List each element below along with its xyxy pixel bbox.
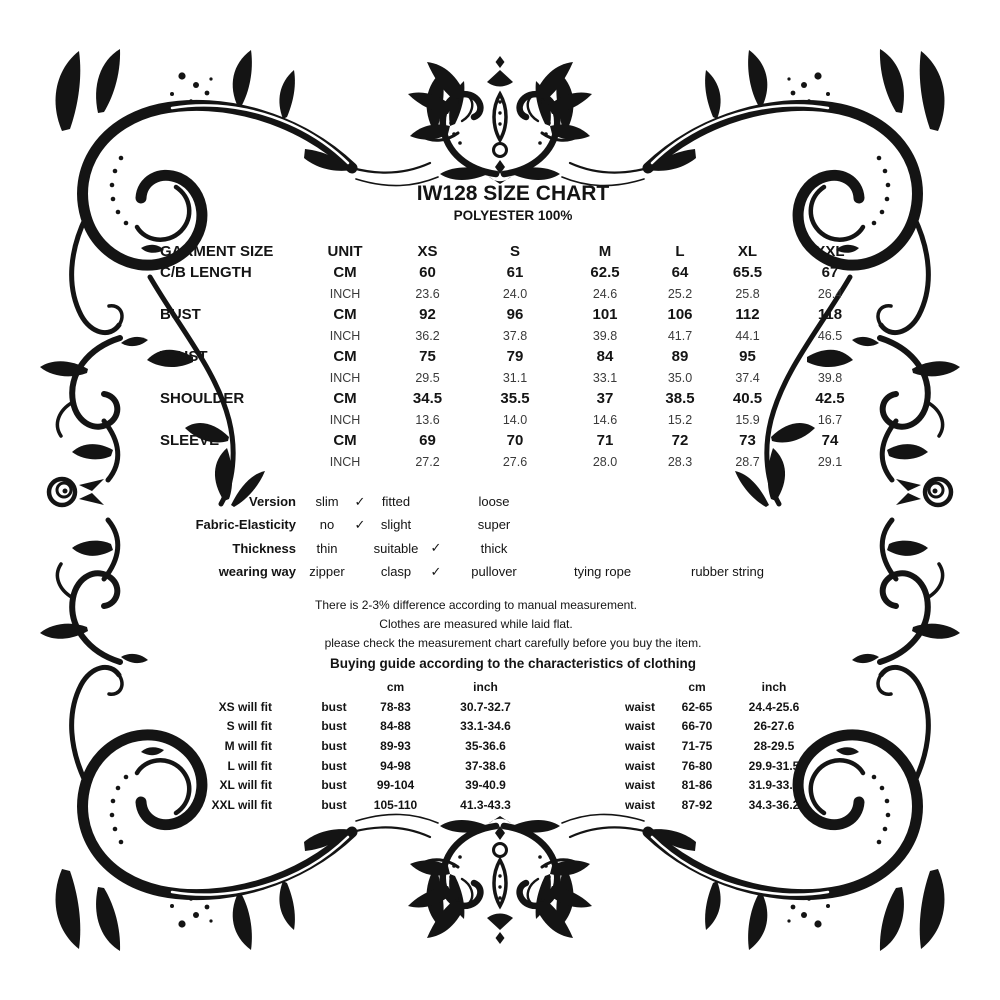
attr-option: tying rope bbox=[573, 564, 632, 580]
row-label: BUST bbox=[160, 306, 201, 323]
unit-cell: CM bbox=[333, 264, 357, 281]
col-header-xs: XS bbox=[417, 243, 438, 260]
value-cell: 62.5 bbox=[590, 264, 620, 281]
attr-option: zipper bbox=[309, 564, 345, 580]
unit-cell: CM bbox=[333, 432, 357, 449]
guide-waist-inch: 24.4-25.6 bbox=[748, 699, 800, 714]
guide-waist-inch: 31.9-33.9 bbox=[748, 778, 800, 793]
col-header-xxl: XXL bbox=[815, 243, 845, 260]
value-cell: 15.2 bbox=[667, 412, 693, 427]
value-cell: 24.0 bbox=[502, 286, 528, 301]
col-header-unit: UNIT bbox=[327, 243, 363, 260]
value-cell: 92 bbox=[419, 306, 436, 323]
value-cell: 35.0 bbox=[667, 370, 693, 385]
unit-cell: CM bbox=[333, 348, 357, 365]
value-cell: 38.5 bbox=[665, 390, 695, 407]
value-cell: 96 bbox=[506, 306, 524, 323]
guide-header-cm: cm bbox=[688, 679, 706, 694]
value-cell: 26.4 bbox=[817, 286, 843, 301]
guide-bust-cm: 89-93 bbox=[380, 738, 411, 753]
value-cell: 24.6 bbox=[592, 286, 618, 301]
value-cell: 37.4 bbox=[735, 370, 760, 385]
value-cell: 75 bbox=[419, 348, 436, 365]
value-cell: 28.3 bbox=[667, 454, 693, 469]
attr-label-thickness: Thickness bbox=[232, 540, 296, 556]
value-cell: 65.5 bbox=[732, 264, 763, 281]
value-cell: 16.7 bbox=[817, 412, 843, 427]
attr-option: rubber string bbox=[691, 564, 764, 580]
row-label: WAIST bbox=[160, 348, 208, 365]
guide-bust-inch: 30.7-32.7 bbox=[460, 699, 511, 714]
guide-row-label: L will fit bbox=[227, 758, 272, 773]
guide-waist-label: waist bbox=[624, 758, 655, 773]
value-cell: 79 bbox=[506, 348, 524, 365]
value-cell: 27.2 bbox=[415, 454, 440, 469]
value-cell: 27.6 bbox=[502, 454, 528, 469]
guide-bust-inch: 39-40.9 bbox=[465, 778, 506, 793]
value-cell: 89 bbox=[671, 348, 689, 365]
value-cell: 84 bbox=[596, 348, 614, 365]
guide-waist-cm: 87-92 bbox=[681, 797, 713, 812]
value-cell: 72 bbox=[671, 432, 689, 449]
value-cell: 64 bbox=[671, 264, 689, 281]
attr-option: fitted bbox=[381, 494, 411, 510]
note-line: There is 2-3% difference according to manual measurement. bbox=[315, 598, 637, 612]
value-cell: 34.5 bbox=[412, 390, 443, 407]
unit-cell: INCH bbox=[329, 370, 361, 385]
value-cell: 28.7 bbox=[735, 454, 760, 469]
guide-waist-inch: 29.9-31.5 bbox=[748, 758, 800, 773]
note-line: please check the measurement chart carefully before you buy the item. bbox=[324, 636, 702, 650]
guide-header-inch: inch bbox=[473, 679, 498, 694]
guide-bust-inch: 33.1-34.6 bbox=[460, 719, 511, 734]
guide-waist-cm: 76-80 bbox=[681, 758, 713, 773]
guide-waist-inch: 26-27.6 bbox=[753, 719, 795, 734]
value-cell: 23.6 bbox=[415, 286, 440, 301]
attr-option: suitable bbox=[373, 540, 419, 556]
unit-cell: INCH bbox=[329, 412, 361, 427]
fabric-subtitle: POLYESTER 100% bbox=[453, 208, 573, 223]
guide-bust-inch: 41.3-43.3 bbox=[460, 797, 511, 812]
guide-waist-cm: 81-86 bbox=[681, 778, 713, 793]
guide-bust-cm: 78-83 bbox=[380, 699, 411, 714]
page-title: IW128 SIZE CHART bbox=[416, 182, 610, 205]
value-cell: 69 bbox=[419, 432, 436, 449]
attr-option: pullover bbox=[471, 564, 517, 580]
guide-row-label: S will fit bbox=[226, 719, 272, 734]
guide-bust-label: bust bbox=[321, 797, 347, 812]
attr-option: thin bbox=[316, 540, 338, 556]
guide-waist-cm: 62-65 bbox=[681, 699, 713, 714]
value-cell: 118 bbox=[817, 306, 843, 323]
guide-waist-label: waist bbox=[624, 738, 655, 753]
guide-row-label: XXL will fit bbox=[211, 797, 272, 812]
guide-row-label: XS will fit bbox=[218, 699, 272, 714]
unit-cell: CM bbox=[333, 306, 357, 323]
measurement-notes bbox=[0, 596, 952, 634]
attr-option: no bbox=[319, 517, 335, 533]
value-cell: 31.1 bbox=[502, 370, 528, 385]
buying-guide-table bbox=[150, 677, 822, 815]
guide-waist-label: waist bbox=[624, 778, 655, 793]
guide-row-label: M will fit bbox=[224, 738, 272, 753]
attr-option: slim bbox=[315, 494, 339, 510]
guide-bust-cm: 84-88 bbox=[380, 719, 411, 734]
guide-header-inch: inch bbox=[761, 679, 787, 694]
attr-option: thick bbox=[480, 540, 508, 556]
check-mark-icon: ✓ bbox=[430, 540, 442, 556]
value-cell: 25.8 bbox=[735, 286, 760, 301]
attr-option: super bbox=[477, 517, 511, 533]
value-cell: 73 bbox=[739, 432, 756, 449]
attributes-table bbox=[140, 490, 790, 583]
guide-waist-inch: 28-29.5 bbox=[753, 738, 795, 753]
guide-header-cm: cm bbox=[386, 679, 405, 694]
row-label: SHOULDER bbox=[160, 390, 245, 407]
attr-label-version: Version bbox=[249, 494, 296, 510]
value-cell: 14.0 bbox=[502, 412, 528, 427]
guide-waist-cm: 71-75 bbox=[681, 738, 713, 753]
value-cell: 37 bbox=[596, 390, 614, 407]
attr-option: loose bbox=[478, 494, 510, 510]
value-cell: 33.1 bbox=[592, 370, 618, 385]
row-label: SLEEVE bbox=[160, 432, 220, 449]
check-mark-icon: ✓ bbox=[354, 516, 366, 532]
value-cell: 70 bbox=[506, 432, 524, 449]
value-cell: 60 bbox=[419, 264, 436, 281]
value-cell: 29.1 bbox=[817, 454, 843, 469]
value-cell: 46.5 bbox=[817, 328, 843, 343]
col-header-l: L bbox=[675, 243, 685, 260]
value-cell: 35.5 bbox=[500, 390, 530, 407]
unit-cell: INCH bbox=[329, 454, 361, 469]
guide-bust-cm: 105-110 bbox=[373, 797, 418, 812]
value-cell: 39.8 bbox=[592, 328, 618, 343]
value-cell: 39.8 bbox=[817, 370, 843, 385]
col-header-m: M bbox=[598, 243, 612, 260]
value-cell: 15.9 bbox=[735, 412, 760, 427]
value-cell: 71 bbox=[596, 432, 614, 449]
col-header-s: S bbox=[509, 243, 520, 260]
value-cell: 106 bbox=[667, 306, 693, 323]
guide-bust-cm: 94-98 bbox=[380, 758, 411, 773]
value-cell: 44.1 bbox=[735, 328, 760, 343]
value-cell: 95 bbox=[739, 348, 756, 365]
guide-bust-cm: 99-104 bbox=[376, 778, 415, 793]
guide-waist-label: waist bbox=[624, 719, 655, 734]
guide-bust-label: bust bbox=[321, 699, 347, 714]
unit-cell: INCH bbox=[329, 286, 361, 301]
buying-guide-title: Buying guide according to the characteristics of clothing bbox=[329, 656, 697, 671]
row-label: C/B LENGTH bbox=[160, 264, 252, 281]
attr-label-wearing-way: wearing way bbox=[218, 564, 296, 580]
guide-waist-label: waist bbox=[624, 699, 655, 714]
guide-waist-cm: 66-70 bbox=[681, 719, 713, 734]
value-cell: 67 bbox=[821, 264, 839, 281]
col-header-garment-size: GARMENT SIZE bbox=[160, 243, 274, 260]
value-cell: 13.6 bbox=[415, 412, 440, 427]
col-header-xl: XL bbox=[737, 243, 758, 260]
note-line: Clothes are measured while laid flat. bbox=[379, 617, 573, 631]
guide-bust-inch: 37-38.6 bbox=[465, 758, 506, 773]
value-cell: 61 bbox=[506, 264, 524, 281]
attr-label-fabric-elasticity: Fabric-Elasticity bbox=[195, 517, 296, 533]
value-cell: 25.2 bbox=[667, 286, 693, 301]
measurement-notes-2 bbox=[26, 634, 1000, 674]
unit-cell: INCH bbox=[329, 328, 361, 343]
size-table bbox=[160, 241, 875, 472]
value-cell: 14.6 bbox=[592, 412, 618, 427]
guide-bust-label: bust bbox=[321, 719, 347, 734]
value-cell: 101 bbox=[817, 348, 843, 365]
guide-waist-inch: 34.3-36.2 bbox=[748, 797, 800, 812]
check-mark-icon: ✓ bbox=[354, 493, 366, 509]
value-cell: 29.5 bbox=[415, 370, 440, 385]
value-cell: 28.0 bbox=[592, 454, 618, 469]
guide-bust-label: bust bbox=[321, 778, 347, 793]
value-cell: 36.2 bbox=[415, 328, 440, 343]
unit-cell: CM bbox=[333, 390, 357, 407]
value-cell: 41.7 bbox=[667, 328, 693, 343]
guide-row-label: XL will fit bbox=[219, 778, 272, 793]
value-cell: 74 bbox=[821, 432, 839, 449]
value-cell: 40.5 bbox=[732, 390, 763, 407]
value-cell: 42.5 bbox=[815, 390, 845, 407]
guide-bust-label: bust bbox=[321, 738, 347, 753]
value-cell: 37.8 bbox=[502, 328, 528, 343]
attr-option: slight bbox=[380, 517, 412, 533]
guide-bust-inch: 35-36.6 bbox=[465, 738, 506, 753]
value-cell: 112 bbox=[735, 306, 760, 323]
value-cell: 101 bbox=[592, 306, 618, 323]
guide-waist-label: waist bbox=[624, 797, 655, 812]
attr-option: clasp bbox=[380, 564, 412, 580]
check-mark-icon: ✓ bbox=[430, 563, 442, 579]
guide-bust-label: bust bbox=[321, 758, 347, 773]
